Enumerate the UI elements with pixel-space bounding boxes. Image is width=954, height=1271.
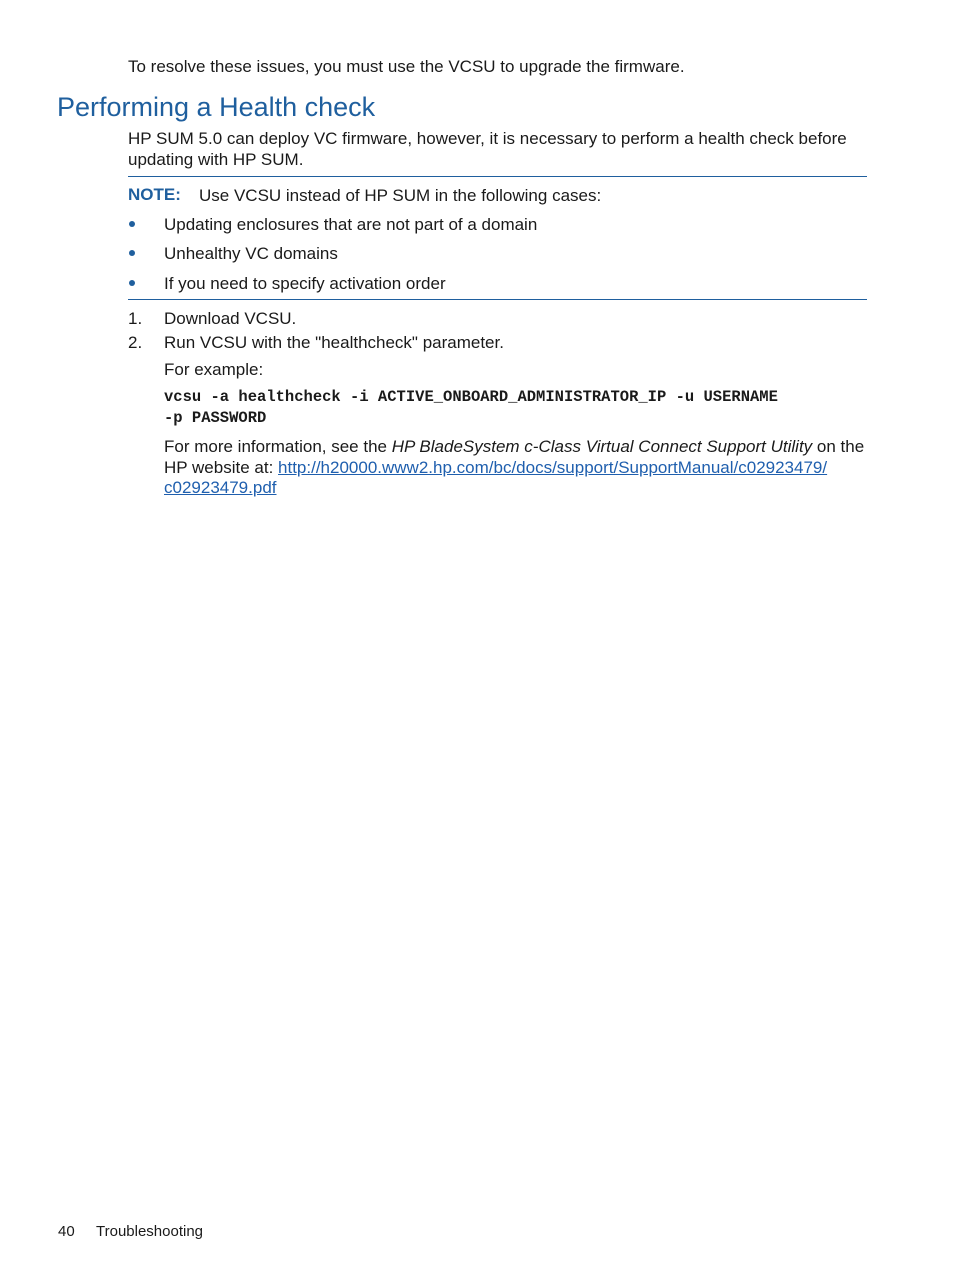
note-label: NOTE: — [128, 185, 181, 204]
step-number: 1. — [128, 309, 143, 328]
code-line-1: vcsu -a healthcheck -i ACTIVE_ONBOARD_ADMINISTRATOR_IP -u USERNAME — [164, 388, 778, 406]
note-text: Use VCSU instead of HP SUM in the following cases: — [199, 186, 602, 205]
more-info-suffix: on the — [812, 437, 865, 456]
more-info-line-2 — [164, 457, 827, 478]
bullet-icon — [129, 221, 135, 227]
document-title: HP BladeSystem c-Class Virtual Connect Support Utility — [391, 437, 813, 456]
bullet-icon — [129, 280, 135, 286]
note-bottom-rule — [128, 299, 867, 300]
example-label: For example: — [164, 360, 264, 379]
step-text: Run VCSU with the "healthcheck" parameter. — [164, 333, 504, 352]
more-info-line-1 — [164, 436, 864, 457]
intro-paragraph: To resolve these issues, you must use the VCSU to upgrade the firmware. — [128, 57, 685, 76]
support-manual-link[interactable]: http://h20000.www2.hp.com/bc/docs/support/SupportManual/c02923479/ — [278, 458, 828, 477]
step-text: Download VCSU. — [164, 309, 297, 328]
section-heading: Performing a Health check — [57, 92, 376, 122]
more-info-line2-prefix: HP website at: — [164, 458, 279, 477]
section-paragraph-line-1: HP SUM 5.0 can deploy VC firmware, however, it is necessary to perform a health check before — [128, 129, 847, 148]
page-number: 40 — [58, 1223, 75, 1240]
code-line-2: -p PASSWORD — [164, 409, 267, 427]
support-manual-link-continued[interactable]: c02923479.pdf — [164, 478, 277, 497]
note-bullet-item: If you need to specify activation order — [164, 274, 446, 293]
section-paragraph-line-2: updating with HP SUM. — [128, 150, 304, 169]
bullet-icon — [129, 250, 135, 256]
note-top-rule — [128, 176, 867, 177]
more-info-prefix: For more information, see the — [164, 437, 392, 456]
step-number: 2. — [128, 333, 143, 352]
chapter-title: Troubleshooting — [96, 1223, 204, 1240]
note-bullet-item: Updating enclosures that are not part of a domain — [164, 215, 538, 234]
note-bullet-item: Unhealthy VC domains — [164, 244, 338, 263]
